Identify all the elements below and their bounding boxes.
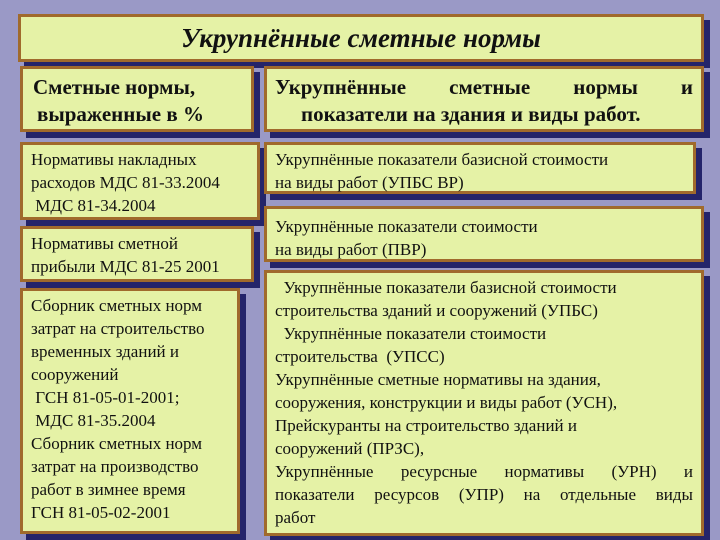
cell-line: Нормативы накладных [31, 150, 197, 169]
cell-line: на виды работ (ПВР) [275, 240, 427, 259]
header-right-line [275, 74, 693, 101]
word: (УРН) [611, 462, 657, 481]
cell-line: сооружения, конструкции и виды работ (УСН), [275, 393, 618, 412]
word: и [683, 462, 693, 481]
cell-line: строительства зданий и сооружений (УПБС) [275, 301, 598, 320]
cell-line: Укрупнённые сметные нормативы на здания, [275, 370, 601, 389]
cell-line: строительства (УПСС) [275, 347, 445, 366]
header-right-line: показатели на здания и виды работ. [301, 102, 641, 126]
cell-line: Нормативы сметной [31, 234, 178, 253]
word: отдельные [560, 485, 637, 504]
word: показатели [275, 485, 355, 504]
header-word: нормы [573, 75, 638, 99]
page-title [18, 14, 704, 62]
header-word: Укрупнённые [275, 75, 407, 99]
cell-line: Сборник сметных норм [31, 296, 203, 315]
page-title-text: Укрупнённые сметные нормы [181, 22, 541, 53]
cell-line: Укрупнённые показатели базисной стоимости [275, 150, 609, 169]
cell-line: МДС 81-34.2004 [31, 196, 156, 215]
cell-line: сооружений (ПРЗС), [275, 439, 425, 458]
profit-norms-cell [20, 226, 254, 282]
cell-line: работ [275, 508, 316, 527]
cell-line: Укрупнённые показатели стоимости [275, 217, 538, 236]
cell-line-justified [275, 483, 693, 506]
pvr-cell [264, 206, 704, 262]
cell-line: Укрупнённые показатели стоимости [275, 324, 547, 343]
cell-line: сооружений [31, 365, 119, 384]
cell-line: Укрупнённые показатели базисной стоимости [275, 278, 617, 297]
word: виды [655, 485, 693, 504]
cell-line: затрат на строительство [31, 319, 205, 338]
cell-line: затрат на производство [31, 457, 199, 476]
aggregated-indicators-cell [264, 270, 704, 536]
cell-line: Прейскуранты на строительство зданий и [275, 416, 577, 435]
header-left-line: Сметные нормы, [33, 75, 196, 99]
word: на [523, 485, 541, 504]
cell-line: на виды работ (УПБС ВР) [275, 173, 464, 192]
cell-line: прибыли МДС 81-25 2001 [31, 257, 220, 276]
cell-line: ГСН 81-05-02-2001 [31, 503, 171, 522]
header-word: сметные [449, 75, 531, 99]
word: ресурсные [400, 462, 478, 481]
header-aggregated-norms [264, 66, 704, 132]
cell-line: Сборник сметных норм [31, 434, 203, 453]
header-word: и [680, 75, 693, 99]
header-left-line: выраженные в % [37, 102, 204, 126]
upbs-vr-cell [264, 142, 696, 194]
cell-line: ГСН 81-05-01-2001; [31, 388, 180, 407]
header-percent-norms [20, 66, 254, 132]
overhead-norms-cell [20, 142, 260, 220]
word: нормативы [504, 462, 585, 481]
cell-line: работ в зимнее время [31, 480, 186, 499]
word: Укрупнённые [275, 462, 374, 481]
temporary-buildings-cell [20, 288, 240, 534]
word: (УПР) [458, 485, 504, 504]
cell-line: МДС 81-35.2004 [31, 411, 156, 430]
word: ресурсов [374, 485, 440, 504]
cell-line: расходов МДС 81-33.2004 [31, 173, 220, 192]
cell-line-justified [275, 460, 693, 483]
cell-line: временных зданий и [31, 342, 179, 361]
